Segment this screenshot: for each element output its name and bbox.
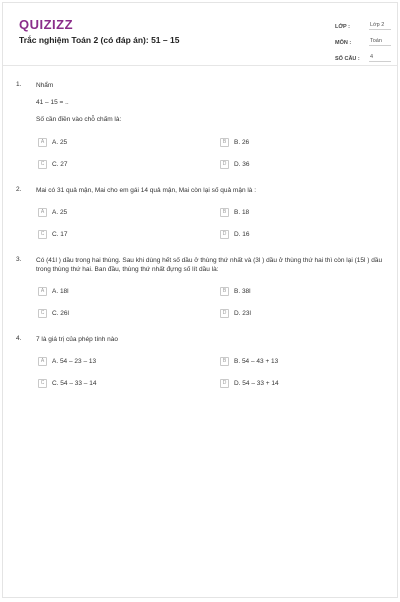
option-text: C. 54 – 33 – 14	[52, 379, 97, 387]
option-letter-box[interactable]: D	[220, 309, 229, 318]
meta-label-subject: MÔN :	[335, 40, 352, 46]
option-text: D. 36	[234, 160, 250, 168]
option-d[interactable]	[220, 229, 250, 239]
option-letter-box[interactable]: C	[38, 379, 47, 388]
option-text: C. 26l	[52, 309, 69, 317]
option-letter-box[interactable]: D	[220, 160, 229, 169]
option-text: B. 26	[234, 138, 250, 146]
meta-row-question-count	[335, 49, 391, 62]
option-text: B. 54 – 43 + 13	[234, 357, 279, 365]
question-text	[36, 186, 386, 195]
option-text: D. 54 – 33 + 14	[234, 379, 279, 387]
meta-row-subject	[335, 33, 391, 46]
option-text: A. 25	[52, 208, 68, 216]
worksheet-page	[2, 2, 398, 598]
option-a[interactable]	[38, 137, 67, 147]
option-c[interactable]	[38, 229, 68, 239]
question-line: Có (41l ) dầu trong hai thùng. Sau khi dùng hết số dầu ở thùng thứ nhất và (3l ) dầu ở thùng thứ hai thì còn lại (15l ) dầu trong thùng thứ hai. Ban đầu, thùng thứ nhất đựng số lít dầu là:	[36, 257, 383, 273]
option-b[interactable]	[220, 356, 278, 366]
option-text: A. 25	[52, 138, 68, 146]
option-d[interactable]	[220, 159, 250, 169]
option-letter-box[interactable]: C	[38, 309, 47, 318]
option-b[interactable]	[220, 286, 251, 296]
option-letter-box[interactable]: B	[220, 138, 229, 147]
option-letter-box[interactable]: B	[220, 357, 229, 366]
question-text	[36, 256, 386, 274]
quizizz-logo: QUIZIZZ	[19, 17, 74, 32]
option-text: A. 18l	[52, 287, 69, 295]
question-text	[36, 335, 386, 344]
option-b[interactable]	[220, 207, 249, 217]
question-text	[36, 81, 386, 124]
option-text: A. 54 – 23 – 13	[52, 357, 97, 365]
option-text: D. 16	[234, 230, 250, 238]
question-line: Nhẩm	[36, 82, 54, 89]
option-letter-box[interactable]: A	[38, 357, 47, 366]
option-letter-box[interactable]: A	[38, 138, 47, 147]
option-text: C. 27	[52, 160, 68, 168]
question-line: Số cần điền vào chỗ chấm là:	[36, 116, 122, 123]
meta-label-question-count: SỐ CÂU :	[335, 56, 360, 62]
question-number: 1.	[16, 81, 22, 88]
question-number: 4.	[16, 335, 22, 342]
worksheet-header	[3, 3, 397, 66]
option-a[interactable]	[38, 286, 69, 296]
question-line: 7 là giá trị của phép tính nào	[36, 336, 119, 343]
question-line: 41 – 15 = ..	[36, 99, 69, 106]
question-line: Mai có 31 quả mận, Mai cho em gái 14 quả mận, Mai còn lại số quả mận là :	[36, 187, 257, 194]
page-title: Trắc nghiệm Toán 2 (có đáp án): 51 – 15	[19, 35, 180, 45]
option-text: C. 17	[52, 230, 68, 238]
option-letter-box[interactable]: B	[220, 208, 229, 217]
option-c[interactable]	[38, 378, 96, 388]
option-text: B. 18	[234, 208, 250, 216]
meta-info	[335, 17, 391, 65]
question-number: 2.	[16, 186, 22, 193]
option-letter-box[interactable]: C	[38, 160, 47, 169]
option-c[interactable]	[38, 308, 69, 318]
option-c[interactable]	[38, 159, 68, 169]
option-letter-box[interactable]: D	[220, 379, 229, 388]
option-a[interactable]	[38, 207, 67, 217]
option-letter-box[interactable]: A	[38, 287, 47, 296]
option-letter-box[interactable]: C	[38, 230, 47, 239]
option-letter-box[interactable]: A	[38, 208, 47, 217]
option-text: B. 38l	[234, 287, 251, 295]
option-b[interactable]	[220, 137, 249, 147]
meta-value-subject: Toán	[369, 38, 391, 46]
option-a[interactable]	[38, 356, 96, 366]
meta-value-class: Lớp 2	[369, 22, 391, 30]
meta-label-class: LỚP :	[335, 24, 350, 30]
option-text: D. 23l	[234, 309, 251, 317]
question-number: 3.	[16, 256, 22, 263]
option-d[interactable]	[220, 378, 279, 388]
option-letter-box[interactable]: D	[220, 230, 229, 239]
option-letter-box[interactable]: B	[220, 287, 229, 296]
meta-value-question-count: 4	[369, 54, 391, 62]
meta-row-class	[335, 17, 391, 30]
option-d[interactable]	[220, 308, 251, 318]
